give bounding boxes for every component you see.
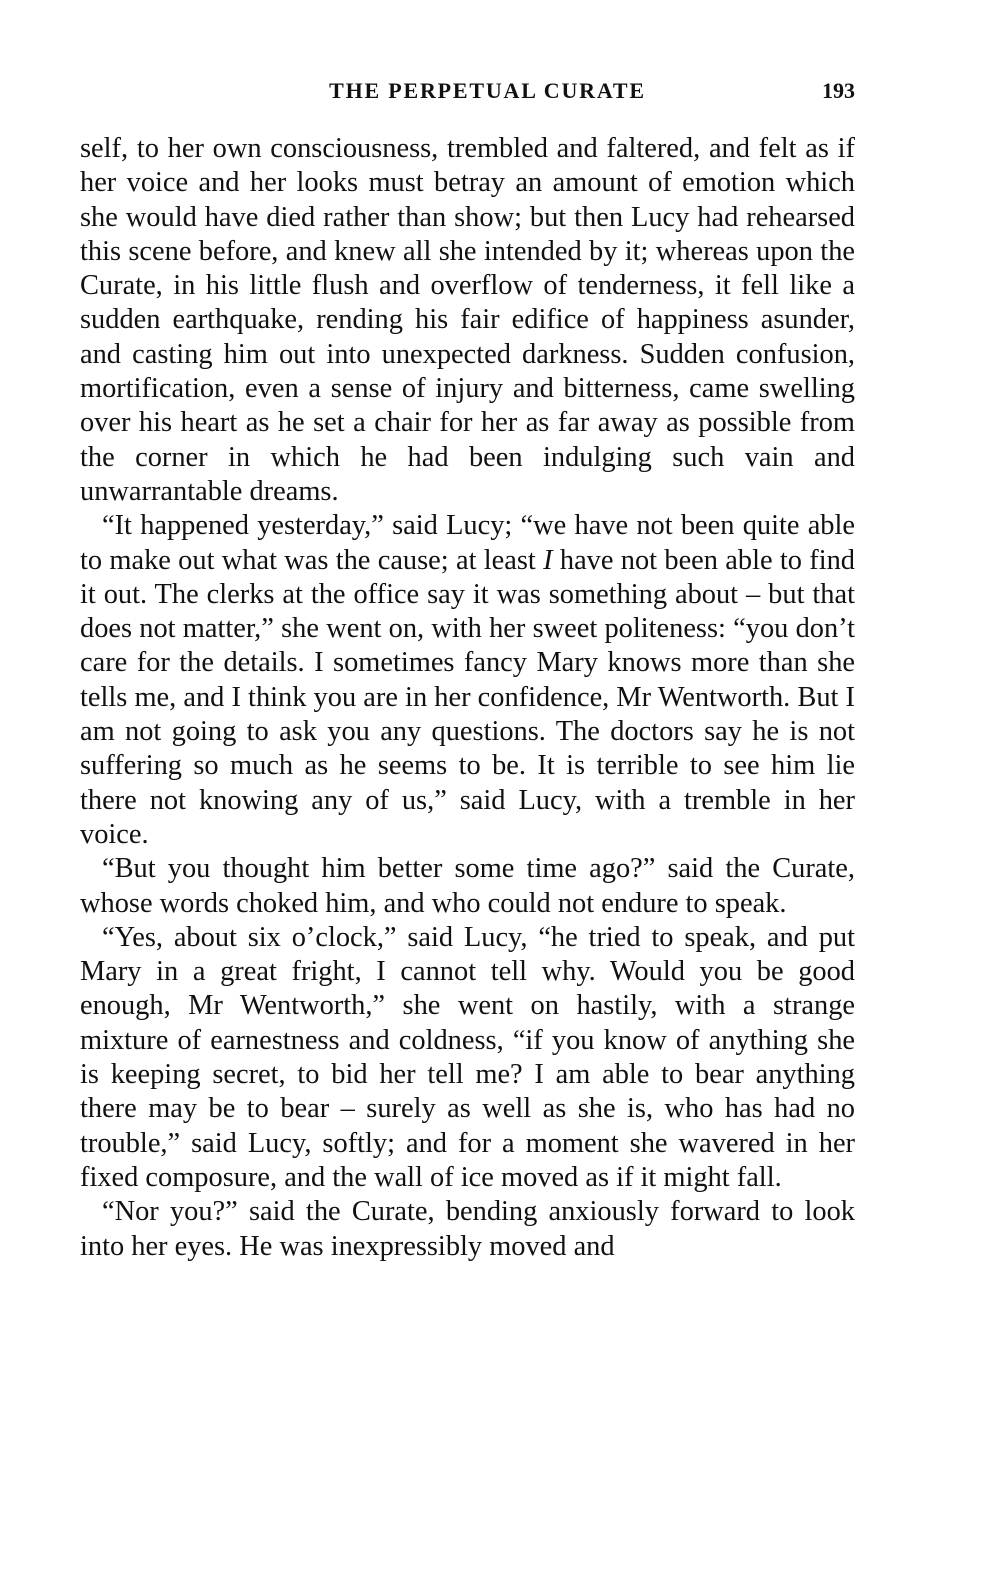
paragraph-curate-question: “But you thought him better some time ago?” said the Curate, whose words choked him, and who could not endure to speak.	[80, 853, 855, 919]
book-page	[80, 72, 855, 1264]
running-head	[80, 72, 855, 108]
paragraph-lucy-six-oclock: “Yes, about six o’clock,” said Lucy, “he tried to speak, and put Mary in a great fright, I cannot tell why. Would you be good enough, Mr Wentworth,” she went on hastily, with a strange mixture of earnestness and coldness, “if you know of anything she is keeping secret, to bid her tell me? I am able to bear anything there may be to bear – surely as well as she is, who has had no trouble,” said Lucy, softly; and for a moment she wavered in her fixed composure, and the wall of ice moved as if it might fall.	[80, 921, 855, 1193]
running-title: THE PERPETUAL CURATE	[329, 78, 646, 103]
page-number: 193	[822, 78, 855, 103]
body-text	[80, 132, 855, 1264]
text-run: “It happened yesterday,” said Lucy; “we have not been quite able to make out what was the cause; at least	[80, 510, 855, 576]
paragraph-lucy-yesterday	[80, 509, 855, 852]
emphasized-word: I	[543, 544, 553, 576]
text-run: have not been able to find it out. The clerks at the office say it was something about – but that does not matter,” she went on, with her sweet politeness: “you don’t care for the details. I sometimes fancy Mary knows more than she tells me, and I think you are in her confidence, Mr Wentworth. But I am not going to ask you any questions. The doctors say he is not suffering so much as he seems to be. It is terrible to see him lie there not knowing any of us,” said Lucy, with a tremble in her voice.	[80, 544, 855, 850]
paragraph-nor-you: “Nor you?” said the Curate, bending anxiously forward to look into her eyes. He was inexpressibly moved and	[80, 1196, 855, 1262]
paragraph-continuation: self, to her own consciousness, trembled and faltered, and felt as if her voice and her looks must betray an amount of emotion which she would have died rather than show; but then Lucy had rehearsed this scene before, and knew all she intended by it; whereas upon the Curate, in his little flush and overflow of tenderness, it fell like a sudden earthquake, rending his fair edifice of happiness asunder, and casting him out into unexpected darkness. Sudden confusion, mortification, even a sense of injury and bitterness, came swelling over his heart as he set a chair for her as far away as possible from the corner in which he had been indulging such vain and unwarrantable dreams.	[80, 133, 855, 507]
